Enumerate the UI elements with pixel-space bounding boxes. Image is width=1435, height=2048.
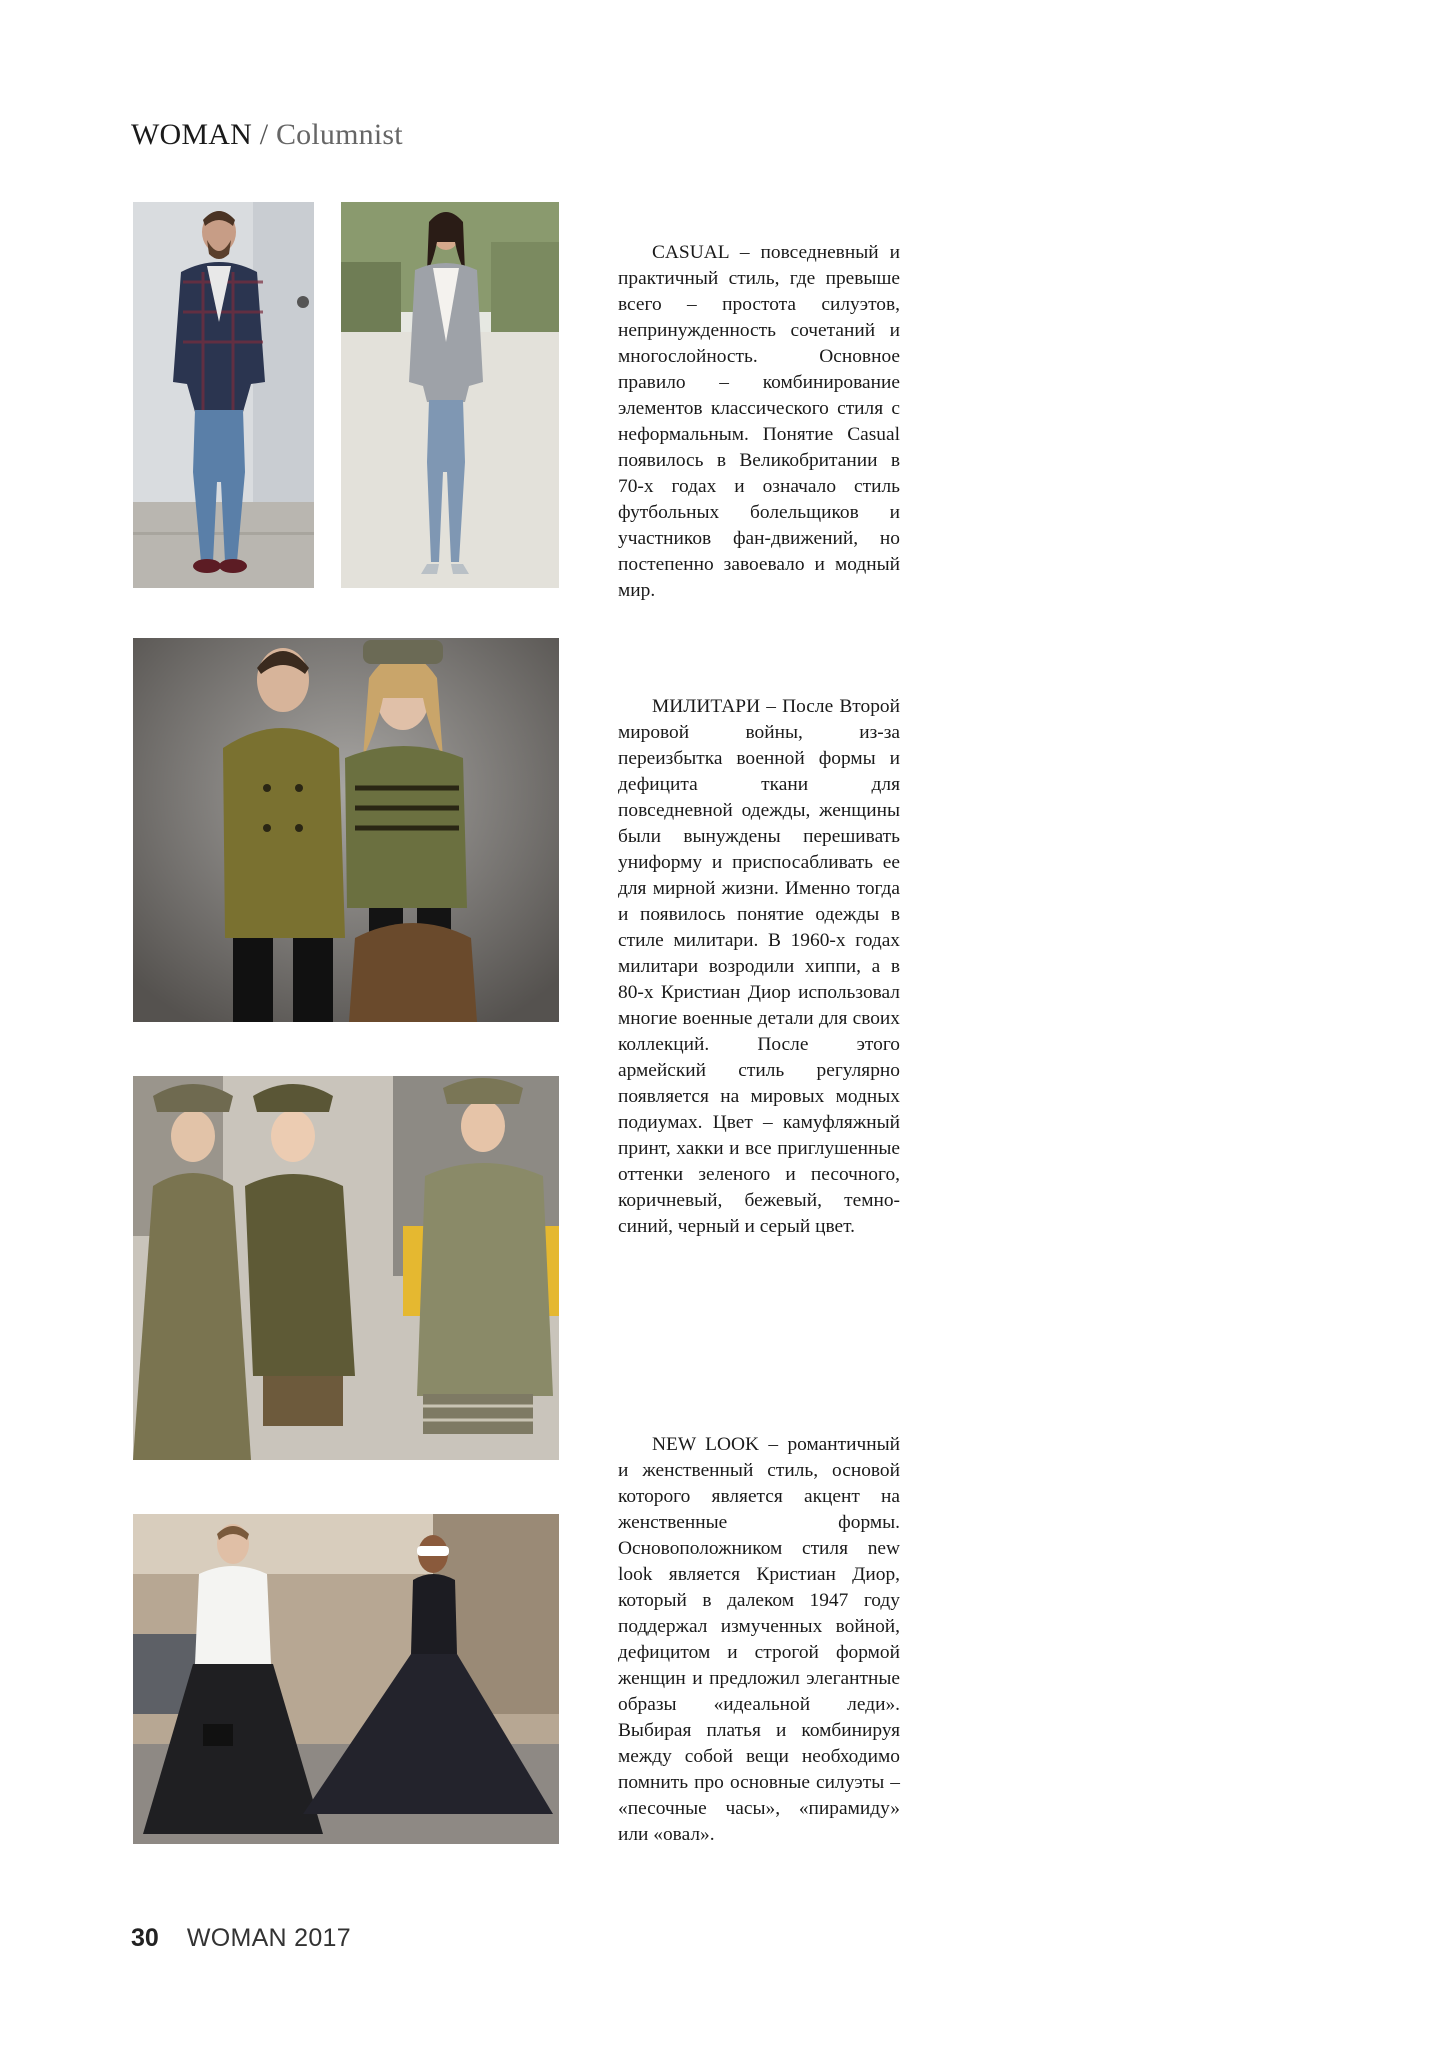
article-militari-text: МИЛИТАРИ – После Второй мировой войны, из-за переизбытка военной формы и дефицита ткани для повседневной одежды, женщины были вынуждены перешивать униформу и приспосабливать ее для мирной жизни. Именно тогда и появилось понятие одежды в стиле милитари. В 1960-х годах милитари возродили хиппи, а в 80-х Кристиан Диор использовал многие военные детали для своих коллекций. После этого армейский стиль регулярно появляется на мировых модных подиумах. Цвет – камуфляжный принт, хакки и все приглушенные оттенки зеленого и песочного, коричневый, бежевый, темно-синий, черный и серый цвет.	[618, 696, 900, 1237]
page-number: 30	[131, 1924, 159, 1952]
article-new-look	[618, 1432, 900, 1848]
article-casual-text: CASUAL – повседневный и практичный стиль, где превыше всего – простота силуэтов, непринужденность сочетаний и многослойность. Основное правило – комбинирование элементов классического стиля с неформальным. Понятие Casual появилось в Великобритании в 70-х годах и означало стиль футбольных болельщиков и участников фан-движений, но постепенно завоевало и модный мир.	[618, 242, 900, 601]
article-new-look-text: NEW LOOK – романтичный и женственный стиль, основой которого является акцент на женственные формы. Основоположником стиля new look является Кристиан Диор, который в далеком 1947 году поддержал измученных войной, дефицитом и строгой формой женщин и предложил элегантные образы «идеальной леди». Выбирая платья и комбинируя между собой вещи необходимо помнить про основные силуэты – «песочные часы», «пирамиду» или «овал».	[618, 1434, 900, 1845]
photo-casual-woman	[341, 202, 559, 588]
photo-casual-man	[133, 202, 314, 588]
article-militari	[618, 694, 900, 1240]
page-footer	[131, 1924, 351, 1953]
section-title: Columnist	[275, 118, 403, 151]
magazine-brand: WOMAN	[131, 118, 252, 151]
publication-name: WOMAN 2017	[186, 1924, 351, 1952]
article-casual	[618, 240, 900, 604]
page-header	[131, 118, 403, 152]
photo-new-look	[133, 1514, 559, 1844]
photo-militari-trio	[133, 1076, 559, 1460]
header-separator: /	[252, 118, 276, 151]
photo-militari-couple	[133, 638, 559, 1022]
